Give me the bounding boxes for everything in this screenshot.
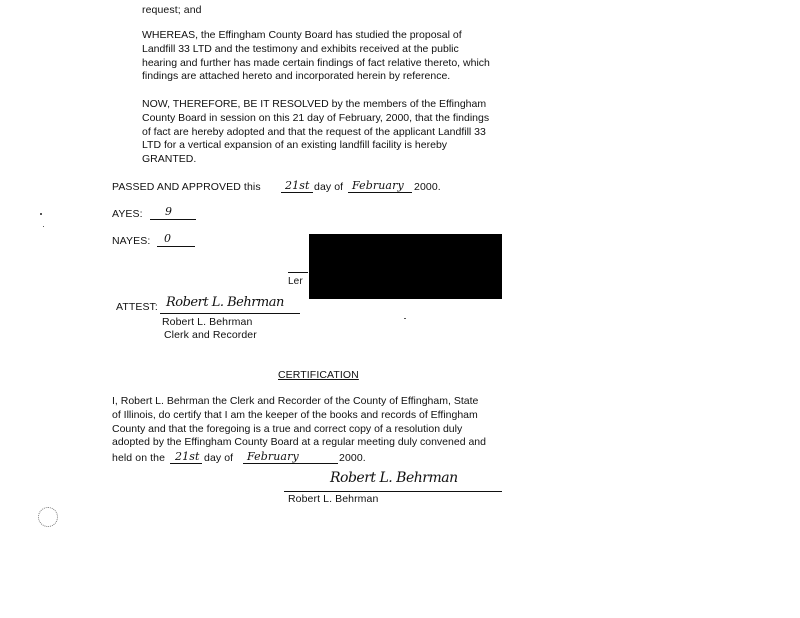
whereas-line: Landfill 33 LTD and the testimony and exhibits received at the public [142,42,459,55]
passed-day-handwritten: 21st [285,179,310,192]
nayes-value: 0 [164,232,172,245]
certification-signature: Robert L. Behrman [330,470,458,486]
passed-prefix: PASSED AND APPROVED this [112,181,261,193]
punch-hole-mark [38,507,58,527]
attest-title: Clerk and Recorder [164,329,257,341]
ayes-label: AYES: [112,208,143,220]
resolved-paragraph [142,98,489,167]
held-mid: day of [204,452,234,464]
attest-signature-line [160,313,300,314]
held-month-underline [243,463,338,464]
held-prefix: held on the [112,452,166,464]
certification-signer-name: Robert L. Behrman [288,493,379,505]
passed-month-underline [348,192,412,193]
certification-line: of Illinois, do certify that I am the keeper of the books and records of Effingham [112,408,478,421]
nayes-underline [157,246,195,247]
resolved-line: LTD for a vertical expansion of an existing landfill facility is hereby [142,139,448,152]
certification-line: adopted by the Effingham County Board at a regular meeting duly convened and [112,436,486,449]
resolved-line: GRANTED. [142,153,197,166]
passed-day-underline [281,192,313,193]
whereas-line: findings are attached hereto and incorporated herein by reference. [142,70,451,83]
attest-signature: Robert L. Behrman [166,295,284,310]
passed-middle: day of [314,181,344,193]
held-day-underline [170,463,202,464]
resolved-line: County Board in session on this 21 day of February, 2000, that the findings [142,111,490,124]
held-day-handwritten: 21st [175,450,200,463]
whereas-line: WHEREAS, the Effingham County Board has studied the proposal of [142,29,462,41]
redaction-fragment-line [288,272,308,273]
top-fragment: request; and [142,4,202,16]
ayes-value: 9 [165,205,173,218]
scan-speck [404,318,406,319]
certification-heading: CERTIFICATION [278,369,359,381]
scan-speck [43,226,44,227]
certification-line: I, Robert L. Behrman the Clerk and Recorder of the County of Effingham, State [112,395,479,407]
passed-month-handwritten: February [352,179,404,192]
nayes-label: NAYES: [112,235,151,247]
whereas-line: hearing and further has made certain findings of fact relative thereto, which [142,56,490,69]
resolved-line: of fact are hereby adopted and that the request of the applicant Landfill 33 [142,125,486,138]
resolved-line: NOW, THEREFORE, BE IT RESOLVED by the members of the Effingham [142,98,487,110]
attest-label: ATTEST: [116,301,158,313]
certification-paragraph [112,395,486,450]
scan-speck [40,213,42,215]
attest-name: Robert L. Behrman [162,316,253,328]
held-year: 2000. [339,452,366,464]
redaction-box [309,234,502,299]
redaction-fragment: Ler [288,276,303,287]
certification-line: County and that the foregoing is a true and correct copy of a resolution duly [112,422,463,435]
passed-year: 2000. [414,181,441,193]
whereas-paragraph [142,29,490,84]
ayes-underline [150,219,196,220]
held-month-handwritten: February [247,450,299,463]
